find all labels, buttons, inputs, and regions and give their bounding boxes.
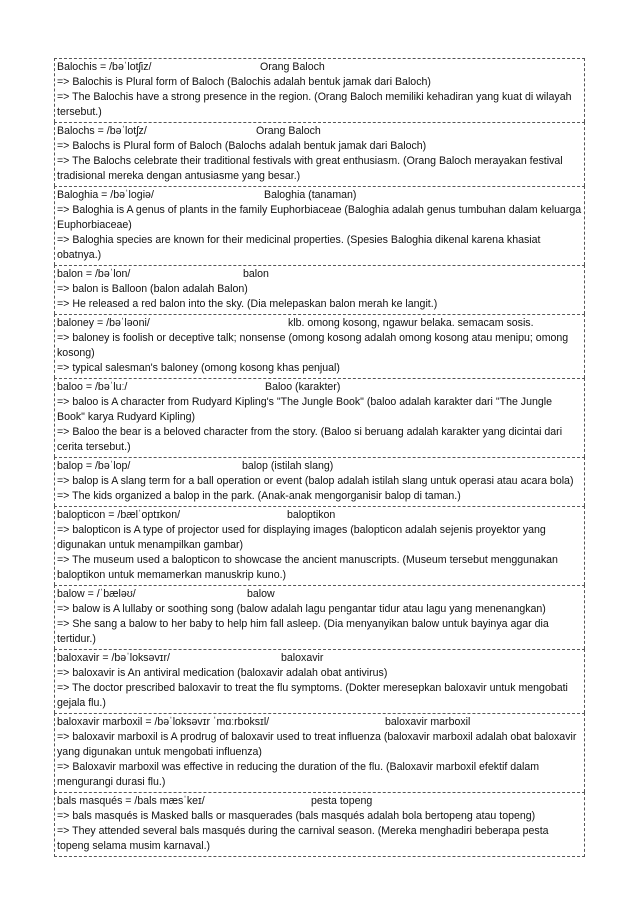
entry-term: balon = /bəˈlon/ [57,268,131,280]
entry-head [57,715,582,730]
entry-head [57,60,582,75]
entry-definition: => balopticon is A type of projector used for displaying images (balopticon adalah sejenis proyektor yang digunakan untuk menampilkan gambar) [57,524,546,551]
entry-translation: baloxavir marboxil [385,716,471,728]
entry-head [57,794,582,809]
entry [54,265,585,314]
entry-term: Baloghia = /bəˈlogiə/ [57,189,154,201]
entry-head [57,188,582,203]
entry-head [57,459,582,474]
entry-example: => The Balochis have a strong presence in the region. (Orang Baloch memiliki kehadiran yang kuat di wilayah tersebut.) [57,91,572,118]
entry-definition: => baloxavir marboxil is A prodrug of baloxavir used to treat influenza (baloxavir marboxil adalah obat baloxavir yang digunakan untuk mengobati influenza) [57,731,577,758]
entry-example: => They attended several bals masqués during the carnival season. (Mereka menghadiri beberapa pesta topeng selama musim karnaval.) [57,825,549,852]
entry-definition: => Balochis is Plural form of Baloch (Balochis adalah bentuk jamak dari Baloch) [57,76,431,88]
entry-translation: balon [243,268,269,280]
entry-example: => Baloghia species are known for their medicinal properties. (Spesies Baloghia dikenal karena khasiat obatnya.) [57,234,541,261]
entry-translation: klb. omong kosong, ngawur belaka. semacam sosis. [288,317,534,329]
entry-definition: => baloxavir is An antiviral medication (baloxavir adalah obat antivirus) [57,667,388,679]
entry [54,378,585,457]
entry-term: baloxavir = /bəˈloksəvɪr/ [57,652,170,664]
entry-definition: => bals masqués is Masked balls or masquerades (bals masqués adalah bola bertopeng atau topeng) [57,810,536,822]
entry-head [57,380,582,395]
entry-head [57,587,582,602]
entry-definition: => balow is A lullaby or soothing song (balow adalah lagu pengantar tidur atau lagu yang menenangkan) [57,603,546,615]
entry-head [57,508,582,523]
entry [54,585,585,649]
entry [54,58,585,122]
entry-translation: Orang Baloch [256,125,321,137]
entry [54,506,585,585]
entry-example: => The kids organized a balop in the park. (Anak-anak mengorganisir balop di taman.) [57,490,461,502]
entry-translation: Baloghia (tanaman) [264,189,357,201]
entry-example: => He released a red balon into the sky. (Dia melepaskan balon merah ke langit.) [57,298,438,310]
entry-example: => Baloxavir marboxil was effective in reducing the duration of the flu. (Baloxavir marboxil efektif dalam mengurangi durasi flu.) [57,761,540,788]
entry-head [57,267,582,282]
entry-translation: baloxavir [281,652,324,664]
entry-definition: => baloo is A character from Rudyard Kipling's "The Jungle Book" (baloo adalah karakter dari "The Jungle Book" karya Rudyard Kipling) [57,396,553,423]
entry-term: Balochs = /bəˈlotʃz/ [57,125,147,137]
entry-example: => Baloo the bear is a beloved character from the story. (Baloo si beruang adalah karakter yang dicintai dari cerita tersebut.) [57,426,563,453]
entry-definition: => balop is A slang term for a ball operation or event (balop adalah istilah slang untuk operasi atau acara bola) [57,475,574,487]
entry-example: => She sang a balow to her baby to help him fall asleep. (Dia menyanyikan balow untuk bayinya agar dia tertidur.) [57,618,549,645]
entry-term: bals masqués = /bals mæsˈkeɪ/ [57,795,205,807]
entry [54,186,585,265]
entry-definition: => Baloghia is A genus of plants in the family Euphorbiaceae (Baloghia adalah genus tumbuhan dalam keluarga Euphorbiaceae) [57,204,582,231]
entry [54,314,585,378]
entry-example: => The museum used a balopticon to showcase the ancient manuscripts. (Museum tersebut menggunakan baloptikon untuk memamerkan manuskrip kuno.) [57,554,558,581]
entry-term: baloxavir marboxil = /bəˈloksəvɪr ˈmɑːrboksɪl/ [57,716,270,728]
entry [54,457,585,506]
entry-head [57,124,582,139]
entry [54,792,585,857]
entry-term: baloney = /bəˈləoni/ [57,317,150,329]
entry [54,649,585,713]
entry [54,122,585,186]
entry-example: => typical salesman's baloney (omong kosong khas penjual) [57,362,340,374]
entry-translation: Orang Baloch [260,61,325,73]
entry [54,713,585,792]
entry-head [57,651,582,666]
entry-definition: => Balochs is Plural form of Baloch (Balochs adalah bentuk jamak dari Baloch) [57,140,427,152]
entry-head [57,316,582,331]
entry-term: baloo = /bəˈluː/ [57,381,128,393]
entry-example: => The Balochs celebrate their traditional festivals with great enthusiasm. (Orang Baloch merayakan festival tradisional mereka dengan antusiasme yang besar.) [57,155,563,182]
dictionary-page [54,58,585,857]
entry-translation: Baloo (karakter) [265,381,341,393]
entry-term: balow = /ˈbæləʊ/ [57,588,136,600]
entry-translation: balow [247,588,275,600]
entry-translation: pesta topeng [311,795,373,807]
entry-term: Balochis = /bəˈlotʃiz/ [57,61,152,73]
entry-translation: balop (istilah slang) [242,460,334,472]
entry-definition: => baloney is foolish or deceptive talk; nonsense (omong kosong adalah omong kosong atau menipu; omong kosong) [57,332,569,359]
entry-translation: baloptikon [287,509,336,521]
entry-definition: => balon is Balloon (balon adalah Balon) [57,283,248,295]
entry-example: => The doctor prescribed baloxavir to treat the flu symptoms. (Dokter meresepkan baloxavir untuk mengobati gejala flu.) [57,682,568,709]
entry-term: balopticon = /bælˈoptɪkon/ [57,509,181,521]
entry-term: balop = /bəˈlop/ [57,460,131,472]
